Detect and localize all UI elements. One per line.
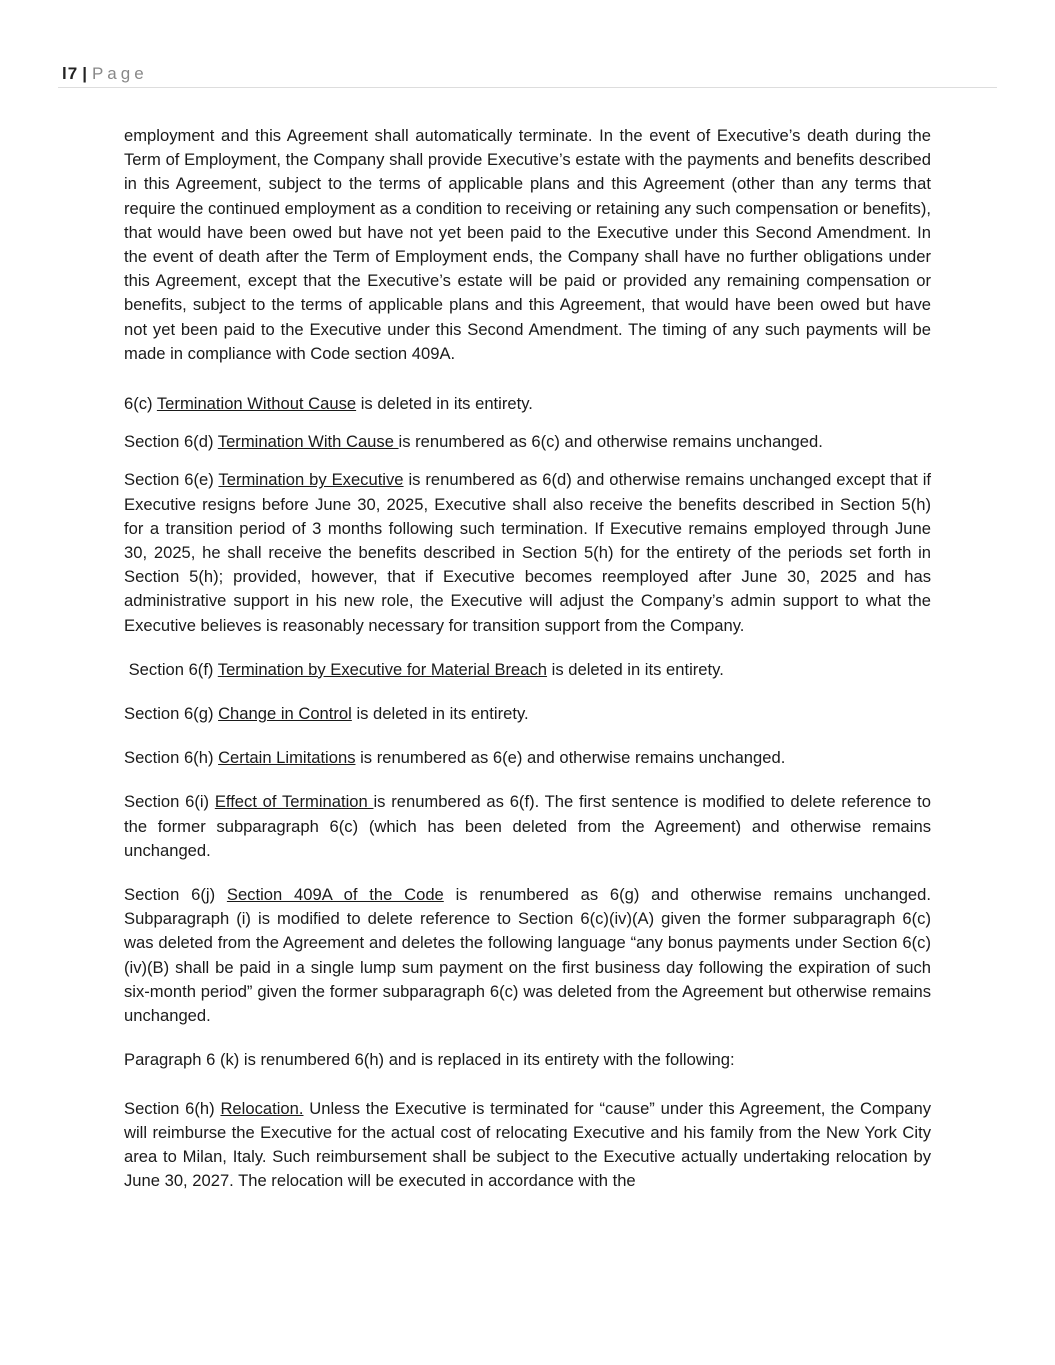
section-title: Termination With Cause [217,432,399,452]
paragraph-text: is renumbered as 6(g) and otherwise remains unchanged. Subparagraph (i) is modified to delete reference to Section 6(c)(iv)(A) given the former subparagraph 6(c) was deleted from the Agreement and deletes the following language “any bonus payments under Section 6(c) (iv)(B) shall be paid in a single lump sum payment on the first business day following the expiration of such six-month period” given the former subparagraph 6(c) was deleted from the Agreement but otherwise remains unchanged. [124,885,931,1026]
section-title: Certain Limitations [218,748,356,768]
paragraph-text: Unless the Executive is terminated for “cause” under this Agreement, the Company will reimburse the Executive for the actual cost of relocating Executive and his family from the New York City area to Milan, Italy. Such reimbursement shall be subject to the Executive actually undertaking relocation by June 30, 2027. The relocation will be executed in accordance with the [124,1098,931,1191]
paragraph-6i [124,790,931,863]
paragraph-text: employment and this Agreement shall automatically terminate. In the event of Executive’s death during the Term of Employment, the Company shall provide Executive’s estate with the payments and benefits described in this Agreement, subject to the terms of applicable plans and this Agreement (other than any terms that require the continued employment as a condition to receiving or retaining any such compensation or benefits), that would have been owed but have not yet been paid to the Executive under this Second Amendment. In the event of death after the Term of Employment ends, the Company shall have no further obligations under this Agreement, except that the Executive’s estate will be paid or provided any remaining compensation or benefits, subject to the terms of applicable plans and this Agreement, that would have been owed but have not yet been paid to the Executive under this Second Amendment. The timing of any such payments will be made in compliance with Code section 409A. [124,126,931,363]
section-title: Relocation. [220,1098,304,1118]
page-label: Page [91,64,148,83]
paragraph-text: Section 6(h) [124,1098,221,1118]
paragraph-6d [124,430,931,454]
paragraph-text: Paragraph 6 (k) is renumbered 6(h) and is replaced in its entirety with the following: [124,1050,735,1070]
page-number: l7 [62,64,79,83]
paragraph-text: 6(c) [124,394,157,414]
paragraph-6g [124,702,931,726]
paragraph-text: is renumbered as 6(d) and otherwise remains unchanged except that if Executive resigns before June 30, 2025, Executive shall also receive the benefits described in Section 5(h) for a transition period of 3 months following such termination. If Executive remains employed through June 30, 2025, he shall receive the benefits described in Section 5(h) for the entirety of the periods set forth in Section 5(h); provided, however, that if Executive becomes reemployed after June 30, 2025 and has administrative support in his new role, the Executive will adjust the Company’s admin support to what the Executive believes is reasonably necessary for transition support from the Company. [124,470,931,635]
document-body [124,124,931,1213]
paragraph-text: is renumbered as 6(c) and otherwise remains unchanged. [398,432,823,452]
paragraph-text: is deleted in its entirety. [356,394,533,414]
paragraph-text: is renumbered as 6(f). The first sentence is modified to delete reference to the former subparagraph 6(c) (which has been deleted from the Agreement) and otherwise remains unchanged. [124,792,931,860]
paragraph-6k [124,1048,931,1072]
section-title: Termination Without Cause [156,394,357,414]
paragraph-6h [124,746,931,770]
paragraph-text: Section 6(i) [124,792,215,812]
section-title: Section 409A of the Code [226,885,444,905]
paragraph-text: is renumbered as 6(e) and otherwise remains unchanged. [355,748,786,768]
paragraph-text: is deleted in its entirety. [351,704,529,724]
paragraph-text: Section 6(f) [124,659,218,679]
paragraph-text: Section 6(d) [124,432,218,452]
paragraph-text: Section 6(g) [124,704,219,724]
paragraph-6e [124,468,931,637]
section-title: Effect of Termination [214,792,374,812]
paragraph-6f [124,658,931,682]
page-header [62,64,148,84]
paragraph-text: Section 6(j) [124,885,227,905]
paragraph-relocation [124,1097,931,1194]
paragraph-text: Section 6(h) [124,748,219,768]
header-separator: | [82,64,88,83]
paragraph-death-provisions [124,124,931,366]
paragraph-6j [124,883,931,1028]
section-title: Change in Control [218,704,352,724]
paragraph-text: Section 6(e) [124,470,219,490]
paragraph-6c [124,392,931,416]
header-divider [58,87,997,88]
paragraph-text: is deleted in its entirety. [547,659,724,679]
section-title: Termination by Executive [218,470,404,490]
section-title: Termination by Executive for Material Breach [217,659,548,679]
